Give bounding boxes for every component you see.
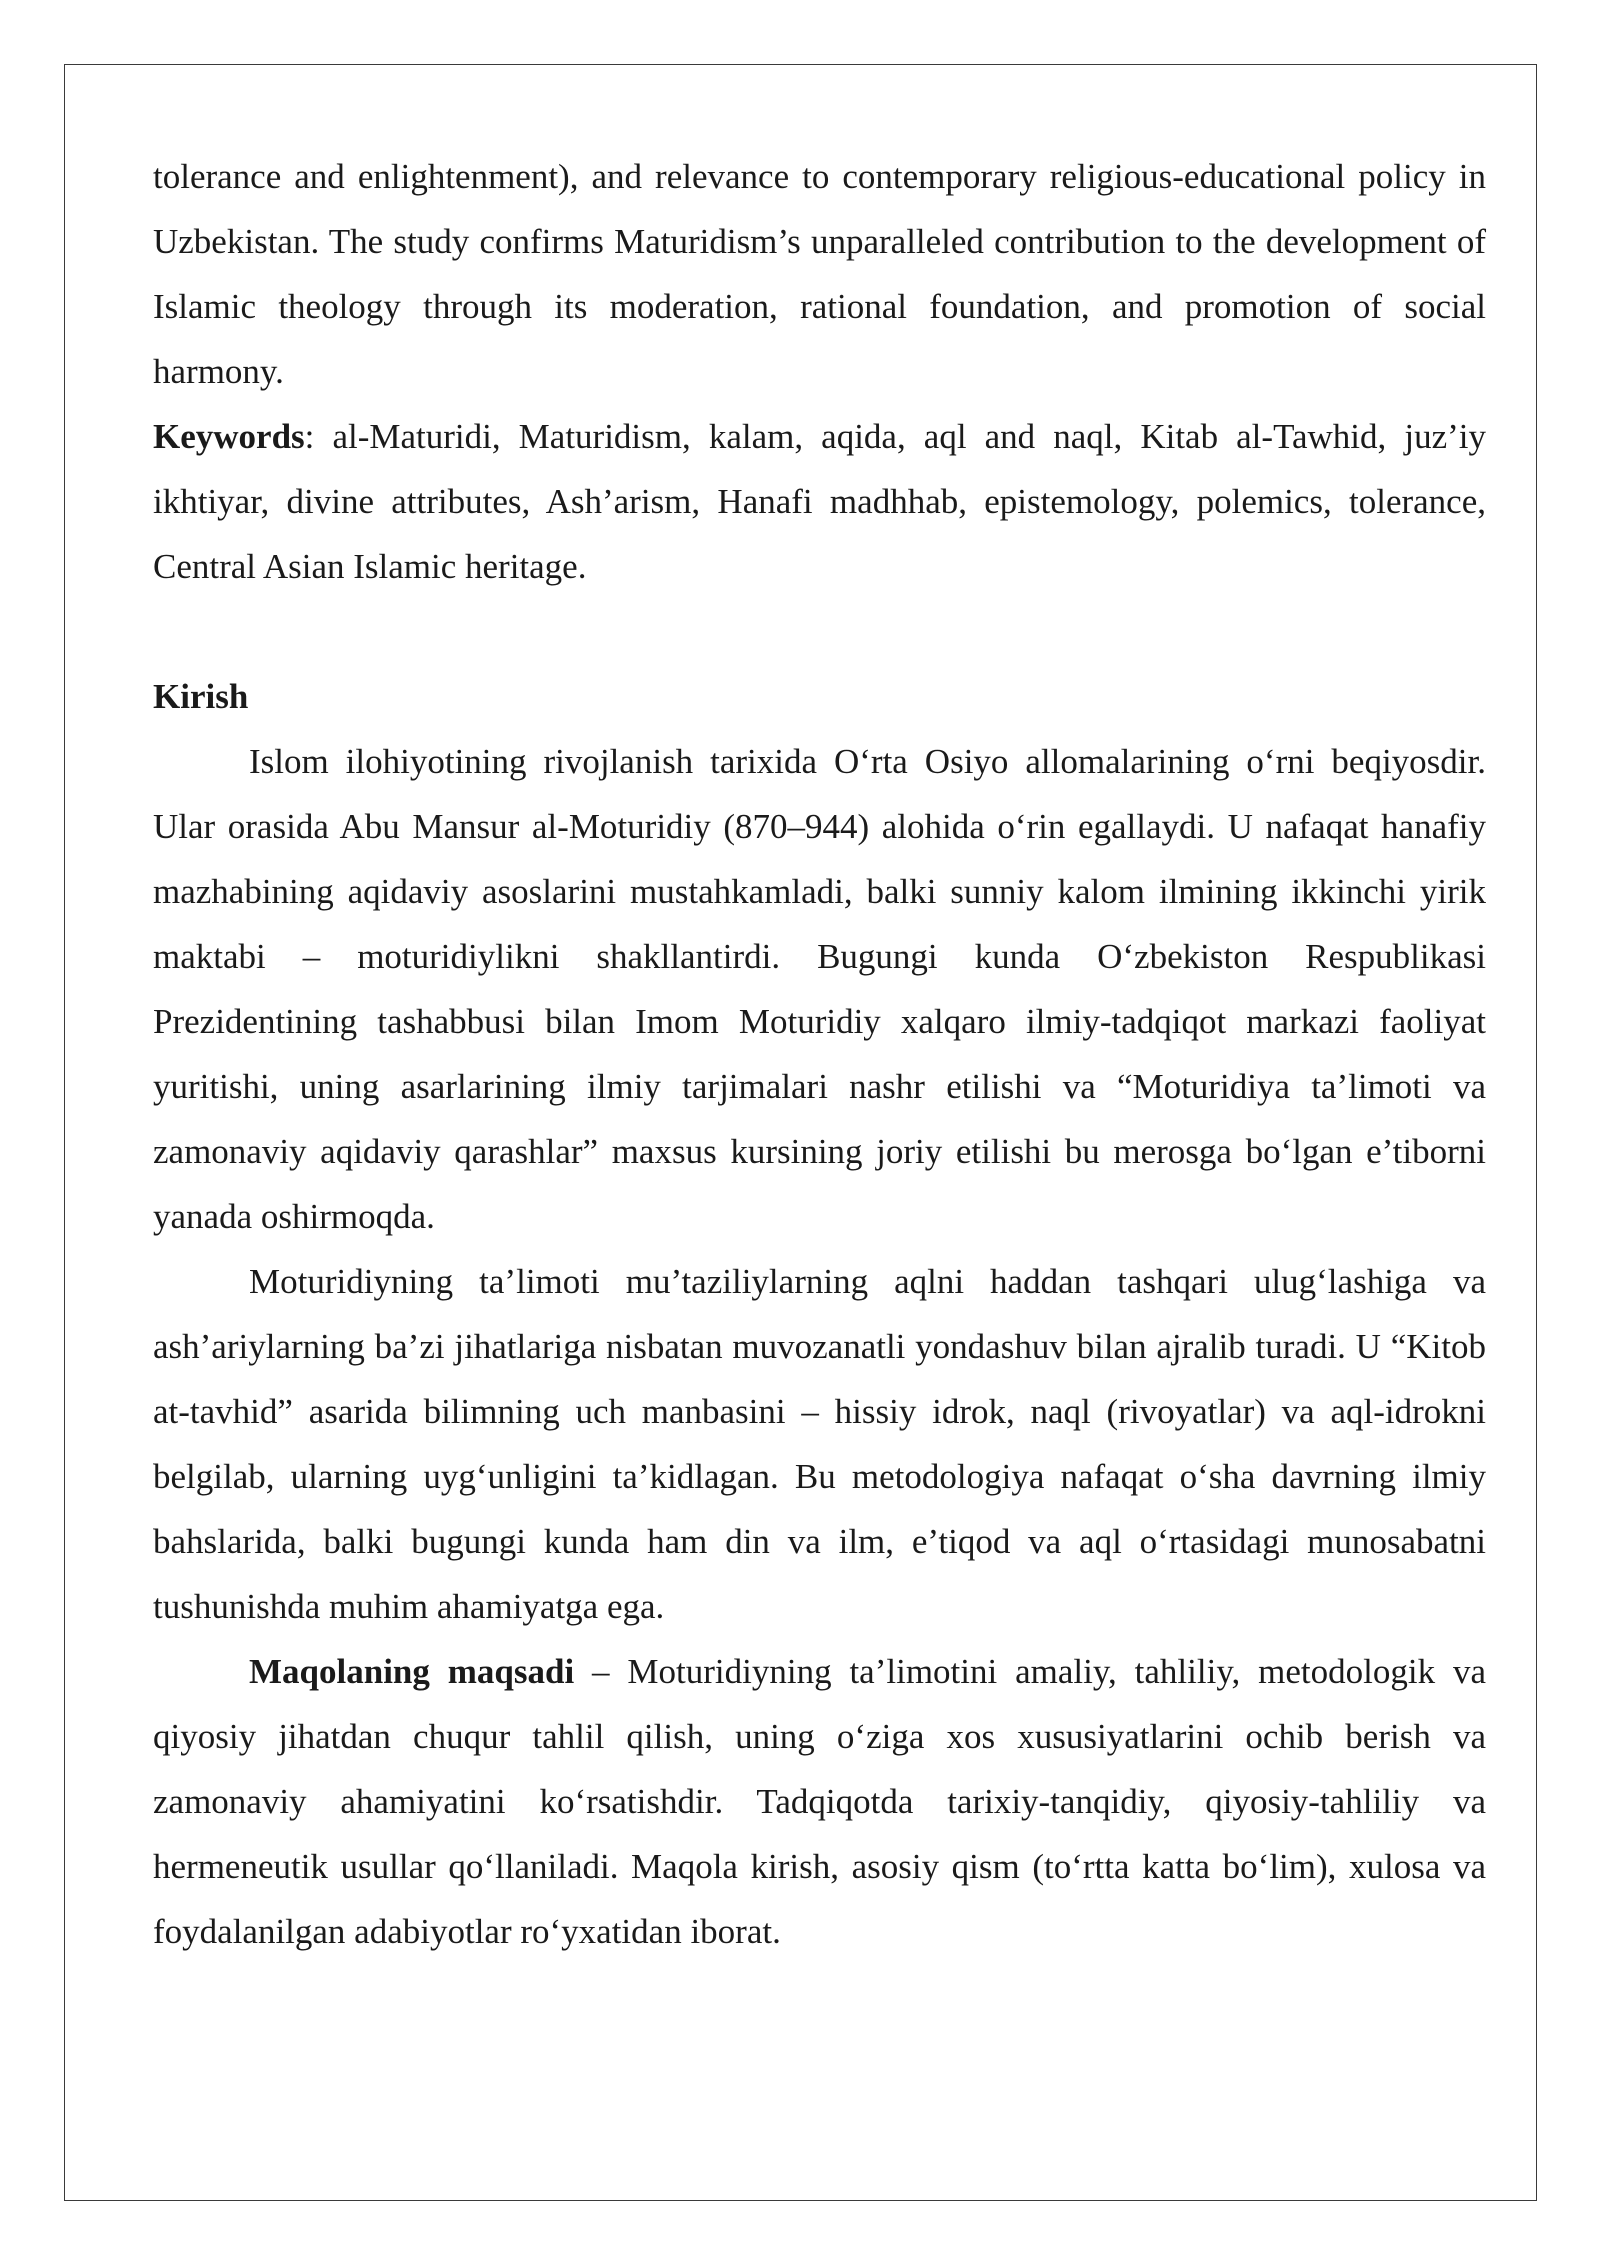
keywords-paragraph [153, 404, 1486, 599]
document-body [153, 144, 1486, 1964]
body-paragraph-3 [153, 1639, 1486, 1964]
body-paragraph-1: Islom ilohiyotining rivojlanish tarixida O‘rta Osiyo allomalarining o‘rni beqiyosdir. Ular orasida Abu Mansur al-Moturidiy (870–944) alohida o‘rin egallaydi. U nafaqat hanafiy mazhabining aqidaviy asoslarini mustahkamladi, balki sunniy kalom ilmining ikkinchi yirik maktabi – moturidiylikni shakllantirdi. Bugungi kunda O‘zbekiston Respublikasi Prezidentining tashabbusi bilan Imom Moturidiy xalqaro ilmiy-tadqiqot markazi faoliyat yuritishi, uning asarlarining ilmiy tarjimalari nashr etilishi va “Moturidiya ta’limoti va zamonaviy aqidaviy qarashlar” maxsus kursining joriy etilishi bu merosga bo‘lgan e’tiborni yanada oshirmoqda. [153, 742, 1486, 1236]
body-paragraph-2: Moturidiyning ta’limoti mu’taziliylarning aqlni haddan tashqari ulug‘lashiga va ash’ariylarning ba’zi jihatlariga nisbatan muvozanatli yondashuv bilan ajralib turadi. U “Kitob at-tavhid” asarida bilimning uch manbasini – hissiy idrok, naql (rivoyatlar) va aql-idrokni belgilab, ularning uyg‘unligini ta’kidlagan. Bu metodologiya nafaqat o‘sha davrning ilmiy bahslarida, balki bugungi kunda ham din va ilm, e’tiqod va aql o‘rtasidagi munosabatni tushunishda muhim ahamiyatga ega. [153, 1262, 1486, 1626]
aim-text: – Moturidiyning ta’limotini amaliy, tahliliy, metodologik va qiyosiy jihatdan chuqur tahlil qilish, uning o‘ziga xos xususiyatlarini ochib berish va zamonaviy ahamiyatini ko‘rsatishdir. Tadqiqotda tarixiy-tanqidiy, qiyosiy-tahliliy va hermeneutik usullar qo‘llaniladi. Maqola kirish, asosiy qism (to‘rtta katta bo‘lim), xulosa va foydalanilgan adabiyotlar ro‘yxatidan iborat. [153, 1652, 1487, 1951]
abstract-ending: tolerance and enlightenment), and relevance to contemporary religious-educational policy in Uzbekistan. The study confirms Maturidism’s unparalleled contribution to the development of Islamic theology through its moderation, rational foundation, and promotion of social harmony. [153, 157, 1486, 391]
aim-label: Maqolaning maqsadi [249, 1652, 575, 1691]
keywords-label: Keywords [153, 417, 305, 456]
keywords-list: : al-Maturidi, Maturidism, kalam, aqida, aql and naql, Kitab al-Tawhid, juz’iy ikhtiyar, divine attributes, Ash’arism, Hanafi madhhab, epistemology, polemics, tolerance, Central Asian Islamic heritage. [153, 417, 1486, 586]
section-heading: Kirish [153, 677, 249, 716]
